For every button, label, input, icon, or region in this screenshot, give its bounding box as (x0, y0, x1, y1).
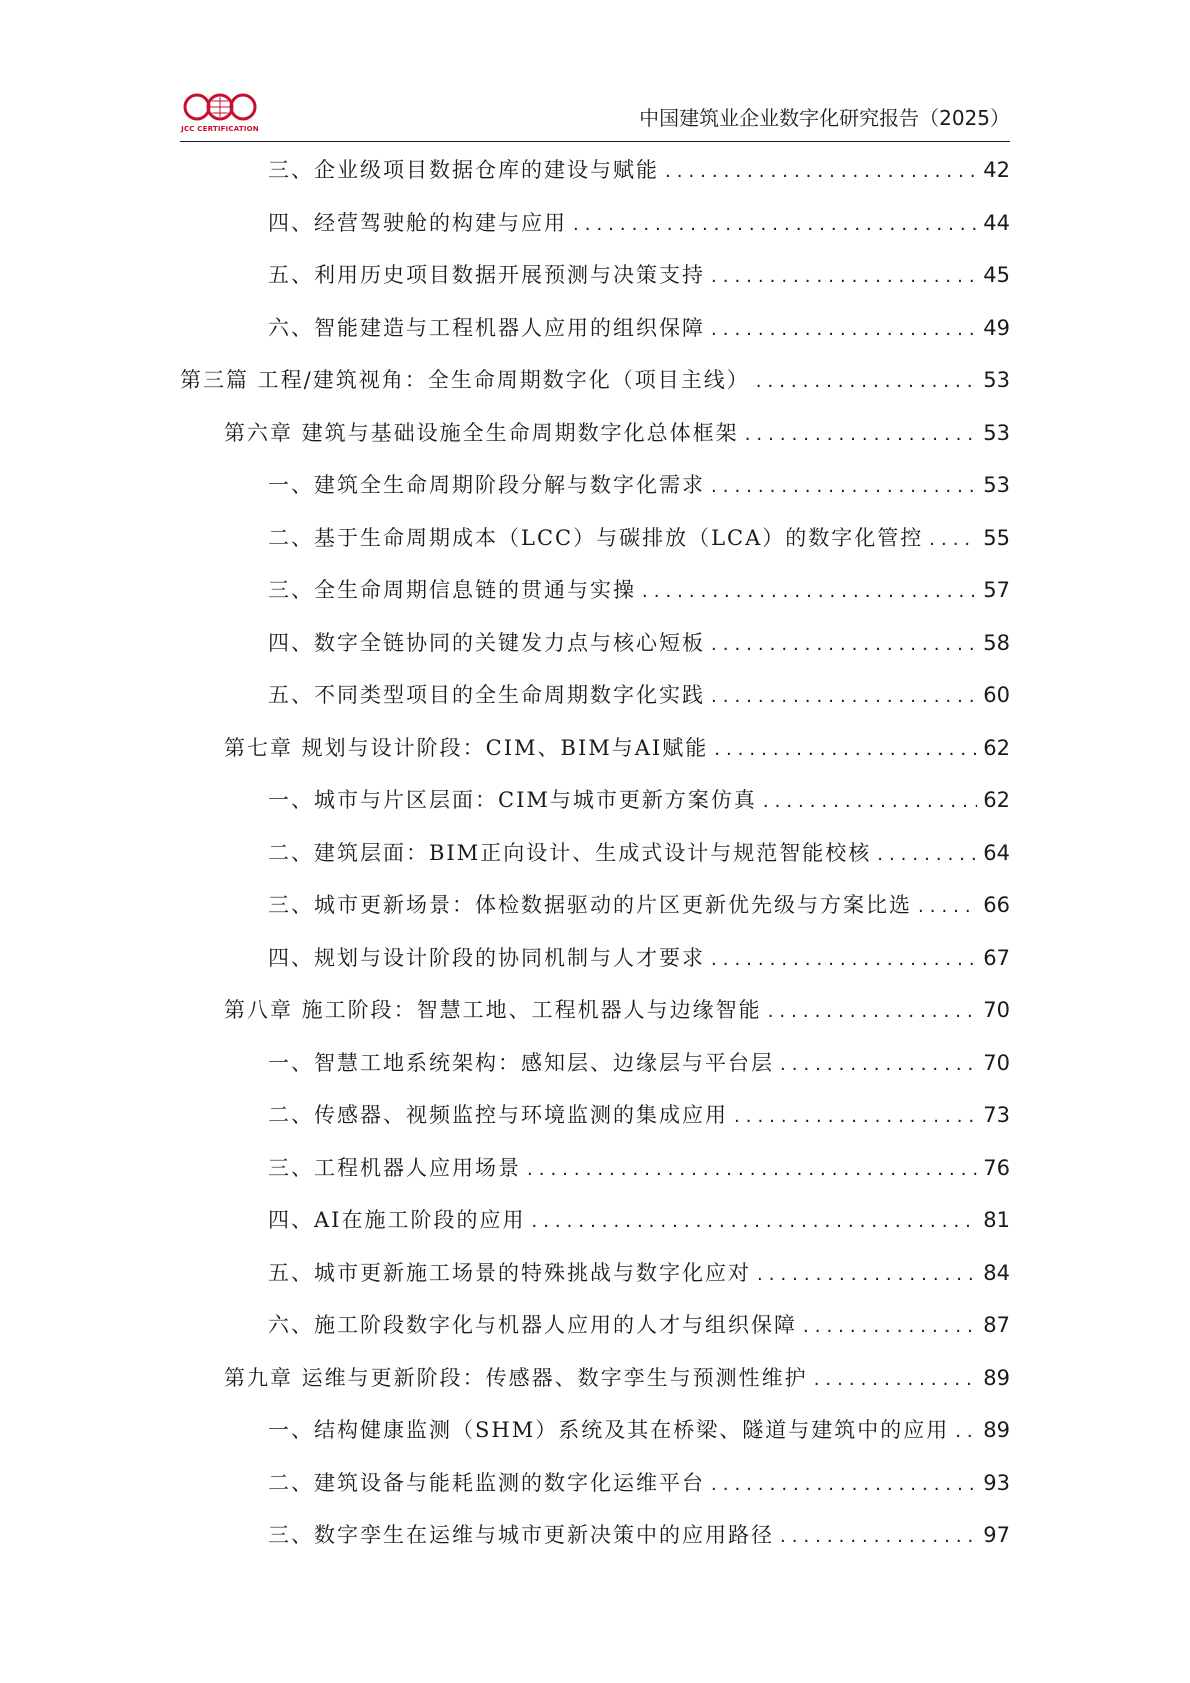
toc-entry-title: 三、企业级项目数据仓库的建设与赋能 (268, 158, 659, 182)
toc-page-number: 53 (983, 420, 1010, 445)
toc-page-number: 49 (983, 315, 1010, 340)
toc-section-entry[interactable] (180, 564, 1010, 617)
toc-dot-leader (642, 566, 977, 619)
toc-entry-title: 二、基于生命周期成本（LCC）与碳排放（LCA）的数字化管控 (268, 525, 924, 550)
toc-page-number: 67 (983, 945, 1010, 970)
toc-chapter-entry[interactable] (180, 407, 1010, 460)
toc-page-number: 42 (983, 158, 1010, 182)
toc-entry-title: 六、智能建造与工程机器人应用的组织保障 (268, 315, 705, 340)
toc-page-number: 44 (983, 210, 1010, 235)
toc-section-entry[interactable] (180, 827, 1010, 880)
toc-section-entry[interactable] (180, 459, 1010, 512)
toc-entry-title: 五、利用历史项目数据开展预测与决策支持 (268, 263, 705, 287)
toc-page-number: 55 (983, 525, 1010, 550)
toc-section-entry[interactable] (180, 1089, 1010, 1142)
toc-dot-leader (711, 619, 977, 672)
toc-dot-leader (955, 1406, 977, 1459)
toc-dot-leader (527, 1144, 977, 1197)
toc-section-entry[interactable] (180, 669, 1010, 722)
toc-entry-title: 一、建筑全生命周期阶段分解与数字化需求 (268, 473, 705, 497)
toc-page-number: 84 (983, 1260, 1010, 1285)
toc-dot-leader (531, 1196, 977, 1249)
jcc-rings-icon (180, 92, 260, 124)
toc-entry-title: 第七章 规划与设计阶段：CIM、BIM与AI赋能 (224, 735, 709, 760)
toc-dot-leader (734, 1091, 977, 1144)
header-divider (180, 141, 1010, 142)
toc-page-number: 45 (983, 263, 1010, 287)
toc-entry-title: 五、城市更新施工场景的特殊挑战与数字化应对 (268, 1260, 751, 1285)
toc-entry-title: 第三篇 工程/建筑视角：全生命周期数字化（项目主线） (180, 368, 750, 392)
toc-entry-title: 五、不同类型项目的全生命周期数字化实践 (268, 683, 705, 707)
toc-dot-leader (714, 724, 977, 777)
toc-dot-leader (768, 986, 978, 1039)
toc-section-entry[interactable] (180, 197, 1010, 250)
toc-dot-leader (665, 146, 977, 199)
toc-section-entry[interactable] (180, 144, 1010, 197)
toc-page-number: 89 (983, 1365, 1010, 1390)
toc-section-entry[interactable] (180, 512, 1010, 565)
toc-page-number: 70 (983, 998, 1010, 1022)
toc-entry-title: 四、AI在施工阶段的应用 (268, 1208, 526, 1232)
toc-page-number: 58 (983, 630, 1010, 655)
toc-entry-title: 一、城市与片区层面：CIM与城市更新方案仿真 (268, 788, 757, 812)
toc-entry-title: 一、智慧工地系统架构：感知层、边缘层与平台层 (268, 1050, 774, 1075)
toc-section-entry[interactable] (180, 249, 1010, 302)
toc-entry-title: 四、规划与设计阶段的协同机制与人才要求 (268, 945, 705, 970)
toc-dot-leader (918, 881, 977, 934)
toc-dot-leader (763, 776, 977, 829)
toc-page-number: 64 (983, 840, 1010, 865)
toc-dot-leader (803, 1301, 977, 1354)
toc-page-number: 73 (983, 1103, 1010, 1127)
toc-section-entry[interactable] (180, 1194, 1010, 1247)
toc-entry-title: 三、城市更新场景：体检数据驱动的片区更新优先级与方案比选 (268, 893, 912, 917)
toc-page-number: 57 (983, 578, 1010, 602)
toc-section-entry[interactable] (180, 1509, 1010, 1562)
toc-dot-leader (780, 1511, 977, 1564)
toc-entry-title: 二、传感器、视频监控与环境监测的集成应用 (268, 1103, 728, 1127)
toc-dot-leader (814, 1354, 978, 1407)
toc-section-entry[interactable] (180, 879, 1010, 932)
toc-entry-title: 二、建筑设备与能耗监测的数字化运维平台 (268, 1470, 705, 1495)
toc-entry-title: 六、施工阶段数字化与机器人应用的人才与组织保障 (268, 1313, 797, 1337)
toc-dot-leader (711, 671, 977, 724)
toc-page-number: 93 (983, 1470, 1010, 1495)
toc-entry-title: 二、建筑层面：BIM正向设计、生成式设计与规范智能校核 (268, 840, 872, 865)
toc-dot-leader (711, 251, 977, 304)
toc-page-number: 62 (983, 788, 1010, 812)
document-title: 中国建筑业企业数字化研究报告（2025） (639, 106, 1010, 130)
toc-page-number: 60 (983, 683, 1010, 707)
toc-dot-leader (757, 1249, 977, 1302)
toc-page-number: 89 (983, 1418, 1010, 1442)
toc-page-number: 97 (983, 1523, 1010, 1547)
toc-part-entry[interactable] (180, 354, 1010, 407)
toc-dot-leader (877, 829, 977, 882)
toc-entry-title: 三、数字孪生在运维与城市更新决策中的应用路径 (268, 1523, 774, 1547)
logo-text: JCC CERTIFICATION (181, 125, 259, 133)
toc-dot-leader (711, 934, 977, 987)
toc-section-entry[interactable] (180, 302, 1010, 355)
toc-dot-leader (756, 356, 978, 409)
jcc-logo (180, 92, 260, 138)
toc-entry-title: 第六章 建筑与基础设施全生命周期数字化总体框架 (224, 420, 739, 445)
toc-dot-leader (711, 1459, 977, 1512)
toc-page-number: 81 (983, 1208, 1010, 1232)
toc-dot-leader (745, 409, 978, 462)
toc-section-entry[interactable] (180, 1247, 1010, 1300)
toc-page-number: 53 (983, 473, 1010, 497)
toc-chapter-entry[interactable] (180, 1352, 1010, 1405)
toc-section-entry[interactable] (180, 1037, 1010, 1090)
toc-dot-leader (573, 199, 977, 252)
toc-chapter-entry[interactable] (180, 722, 1010, 775)
toc-section-entry[interactable] (180, 617, 1010, 670)
toc-page-number: 76 (983, 1155, 1010, 1180)
toc-dot-leader (711, 304, 977, 357)
toc-section-entry[interactable] (180, 774, 1010, 827)
toc-page-number: 66 (983, 893, 1010, 917)
table-of-contents (180, 144, 1010, 1562)
toc-chapter-entry[interactable] (180, 984, 1010, 1037)
toc-entry-title: 三、全生命周期信息链的贯通与实操 (268, 578, 636, 602)
toc-entry-title: 四、数字全链协同的关键发力点与核心短板 (268, 630, 705, 655)
toc-page-number: 87 (983, 1313, 1010, 1337)
toc-entry-title: 第八章 施工阶段：智慧工地、工程机器人与边缘智能 (224, 998, 762, 1022)
toc-section-entry[interactable] (180, 932, 1010, 985)
toc-page-number: 70 (983, 1050, 1010, 1075)
toc-entry-title: 三、工程机器人应用场景 (268, 1155, 521, 1180)
toc-page-number: 62 (983, 735, 1010, 760)
toc-entry-title: 一、结构健康监测（SHM）系统及其在桥梁、隧道与建筑中的应用 (268, 1418, 950, 1442)
toc-entry-title: 四、经营驾驶舱的构建与应用 (268, 210, 567, 235)
toc-dot-leader (711, 461, 977, 514)
toc-section-entry[interactable] (180, 1457, 1010, 1510)
toc-page-number: 53 (983, 368, 1010, 392)
toc-section-entry[interactable] (180, 1142, 1010, 1195)
toc-dot-leader (780, 1039, 977, 1092)
toc-dot-leader (929, 514, 977, 567)
toc-section-entry[interactable] (180, 1299, 1010, 1352)
toc-entry-title: 第九章 运维与更新阶段：传感器、数字孪生与预测性维护 (224, 1365, 808, 1390)
toc-section-entry[interactable] (180, 1404, 1010, 1457)
